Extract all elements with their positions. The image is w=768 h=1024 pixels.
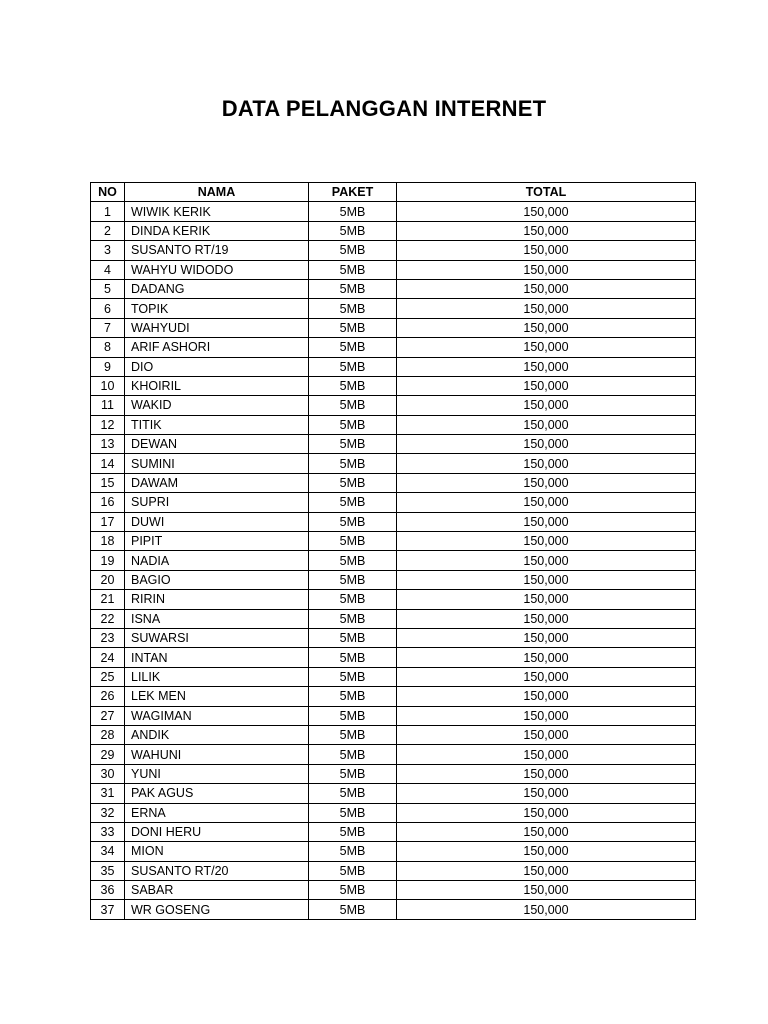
cell-nama: BAGIO [125, 570, 309, 589]
cell-nama: MION [125, 842, 309, 861]
cell-total: 150,000 [397, 473, 696, 492]
table-row [91, 628, 696, 647]
cell-total: 150,000 [397, 822, 696, 841]
customer-table [90, 182, 696, 920]
cell-no: 27 [91, 706, 125, 725]
cell-nama: SUSANTO RT/19 [125, 241, 309, 260]
table-row [91, 900, 696, 919]
cell-nama: ARIF ASHORI [125, 338, 309, 357]
cell-paket: 5MB [309, 881, 397, 900]
cell-no: 28 [91, 725, 125, 744]
cell-paket: 5MB [309, 279, 397, 298]
cell-total: 150,000 [397, 784, 696, 803]
table-row [91, 396, 696, 415]
header-total: TOTAL [397, 183, 696, 202]
table-row [91, 784, 696, 803]
cell-paket: 5MB [309, 202, 397, 221]
cell-no: 30 [91, 764, 125, 783]
table-row [91, 706, 696, 725]
cell-nama: DUWI [125, 512, 309, 531]
cell-total: 150,000 [397, 551, 696, 570]
cell-no: 34 [91, 842, 125, 861]
cell-paket: 5MB [309, 648, 397, 667]
cell-paket: 5MB [309, 376, 397, 395]
table-row [91, 221, 696, 240]
table-row [91, 551, 696, 570]
table-row [91, 415, 696, 434]
cell-paket: 5MB [309, 551, 397, 570]
cell-paket: 5MB [309, 687, 397, 706]
cell-no: 5 [91, 279, 125, 298]
document-title: DATA PELANGGAN INTERNET [221, 96, 547, 121]
cell-paket: 5MB [309, 842, 397, 861]
cell-paket: 5MB [309, 512, 397, 531]
table-row [91, 861, 696, 880]
cell-total: 150,000 [397, 687, 696, 706]
cell-paket: 5MB [309, 318, 397, 337]
cell-total: 150,000 [397, 706, 696, 725]
cell-paket: 5MB [309, 861, 397, 880]
cell-paket: 5MB [309, 667, 397, 686]
cell-total: 150,000 [397, 202, 696, 221]
table-row [91, 745, 696, 764]
cell-total: 150,000 [397, 609, 696, 628]
cell-paket: 5MB [309, 784, 397, 803]
cell-total: 150,000 [397, 900, 696, 919]
table-row [91, 725, 696, 744]
table-row [91, 667, 696, 686]
cell-nama: TITIK [125, 415, 309, 434]
table-row [91, 512, 696, 531]
cell-no: 9 [91, 357, 125, 376]
table-row [91, 338, 696, 357]
table-row [91, 279, 696, 298]
cell-nama: LEK MEN [125, 687, 309, 706]
cell-paket: 5MB [309, 473, 397, 492]
cell-nama: DINDA KERIK [125, 221, 309, 240]
table-row [91, 202, 696, 221]
cell-no: 8 [91, 338, 125, 357]
cell-nama: LILIK [125, 667, 309, 686]
cell-total: 150,000 [397, 493, 696, 512]
cell-nama: PIPIT [125, 532, 309, 551]
table-row [91, 318, 696, 337]
cell-paket: 5MB [309, 415, 397, 434]
table-row [91, 590, 696, 609]
cell-paket: 5MB [309, 725, 397, 744]
table-row [91, 493, 696, 512]
cell-no: 17 [91, 512, 125, 531]
cell-paket: 5MB [309, 764, 397, 783]
cell-total: 150,000 [397, 338, 696, 357]
cell-no: 10 [91, 376, 125, 395]
cell-total: 150,000 [397, 279, 696, 298]
cell-paket: 5MB [309, 357, 397, 376]
cell-total: 150,000 [397, 299, 696, 318]
cell-total: 150,000 [397, 745, 696, 764]
header-nama: NAMA [125, 183, 309, 202]
cell-total: 150,000 [397, 376, 696, 395]
cell-paket: 5MB [309, 435, 397, 454]
table-row [91, 609, 696, 628]
cell-no: 6 [91, 299, 125, 318]
cell-no: 7 [91, 318, 125, 337]
cell-no: 4 [91, 260, 125, 279]
cell-no: 2 [91, 221, 125, 240]
cell-no: 31 [91, 784, 125, 803]
cell-total: 150,000 [397, 803, 696, 822]
cell-nama: DEWAN [125, 435, 309, 454]
cell-no: 11 [91, 396, 125, 415]
cell-paket: 5MB [309, 299, 397, 318]
cell-paket: 5MB [309, 454, 397, 473]
cell-paket: 5MB [309, 241, 397, 260]
cell-nama: ERNA [125, 803, 309, 822]
cell-no: 32 [91, 803, 125, 822]
cell-no: 23 [91, 628, 125, 647]
cell-total: 150,000 [397, 532, 696, 551]
cell-no: 3 [91, 241, 125, 260]
cell-no: 14 [91, 454, 125, 473]
cell-paket: 5MB [309, 745, 397, 764]
cell-nama: DADANG [125, 279, 309, 298]
cell-nama: KHOIRIL [125, 376, 309, 395]
table-header-row [91, 183, 696, 202]
header-paket: PAKET [309, 183, 397, 202]
cell-total: 150,000 [397, 435, 696, 454]
cell-paket: 5MB [309, 628, 397, 647]
cell-nama: WAHYUDI [125, 318, 309, 337]
cell-nama: ANDIK [125, 725, 309, 744]
cell-nama: DONI HERU [125, 822, 309, 841]
cell-no: 21 [91, 590, 125, 609]
cell-nama: INTAN [125, 648, 309, 667]
cell-nama: YUNI [125, 764, 309, 783]
cell-total: 150,000 [397, 221, 696, 240]
cell-nama: WAHUNI [125, 745, 309, 764]
cell-total: 150,000 [397, 318, 696, 337]
table-row [91, 822, 696, 841]
table-row [91, 570, 696, 589]
table-row [91, 357, 696, 376]
header-no: NO [91, 183, 125, 202]
cell-nama: ISNA [125, 609, 309, 628]
cell-no: 19 [91, 551, 125, 570]
table-row [91, 299, 696, 318]
cell-total: 150,000 [397, 357, 696, 376]
cell-no: 33 [91, 822, 125, 841]
cell-nama: TOPIK [125, 299, 309, 318]
cell-paket: 5MB [309, 260, 397, 279]
cell-total: 150,000 [397, 842, 696, 861]
cell-nama: SABAR [125, 881, 309, 900]
table-row [91, 473, 696, 492]
cell-total: 150,000 [397, 396, 696, 415]
cell-total: 150,000 [397, 241, 696, 260]
cell-total: 150,000 [397, 590, 696, 609]
table-row [91, 764, 696, 783]
cell-nama: SUPRI [125, 493, 309, 512]
cell-total: 150,000 [397, 881, 696, 900]
cell-paket: 5MB [309, 609, 397, 628]
table-row [91, 842, 696, 861]
cell-nama: WIWIK KERIK [125, 202, 309, 221]
cell-total: 150,000 [397, 454, 696, 473]
cell-no: 22 [91, 609, 125, 628]
cell-nama: PAK AGUS [125, 784, 309, 803]
cell-paket: 5MB [309, 221, 397, 240]
cell-total: 150,000 [397, 415, 696, 434]
cell-paket: 5MB [309, 570, 397, 589]
cell-total: 150,000 [397, 764, 696, 783]
cell-no: 1 [91, 202, 125, 221]
cell-no: 35 [91, 861, 125, 880]
table-row [91, 260, 696, 279]
cell-total: 150,000 [397, 512, 696, 531]
cell-nama: WAKID [125, 396, 309, 415]
cell-no: 36 [91, 881, 125, 900]
cell-nama: SUSANTO RT/20 [125, 861, 309, 880]
cell-nama: SUMINI [125, 454, 309, 473]
cell-no: 13 [91, 435, 125, 454]
cell-total: 150,000 [397, 628, 696, 647]
cell-paket: 5MB [309, 900, 397, 919]
cell-total: 150,000 [397, 725, 696, 744]
cell-no: 37 [91, 900, 125, 919]
table-row [91, 881, 696, 900]
cell-no: 20 [91, 570, 125, 589]
table-row [91, 376, 696, 395]
cell-no: 18 [91, 532, 125, 551]
cell-total: 150,000 [397, 648, 696, 667]
cell-nama: NADIA [125, 551, 309, 570]
cell-total: 150,000 [397, 861, 696, 880]
cell-nama: SUWARSI [125, 628, 309, 647]
cell-paket: 5MB [309, 396, 397, 415]
table-row [91, 241, 696, 260]
table-row [91, 648, 696, 667]
cell-nama: DAWAM [125, 473, 309, 492]
cell-nama: DIO [125, 357, 309, 376]
cell-paket: 5MB [309, 706, 397, 725]
cell-no: 25 [91, 667, 125, 686]
table-row [91, 435, 696, 454]
table-body [91, 202, 696, 919]
cell-nama: WR GOSENG [125, 900, 309, 919]
table-row [91, 532, 696, 551]
cell-no: 29 [91, 745, 125, 764]
cell-total: 150,000 [397, 260, 696, 279]
cell-nama: WAGIMAN [125, 706, 309, 725]
cell-paket: 5MB [309, 590, 397, 609]
cell-no: 26 [91, 687, 125, 706]
cell-paket: 5MB [309, 493, 397, 512]
cell-paket: 5MB [309, 803, 397, 822]
cell-no: 12 [91, 415, 125, 434]
cell-nama: WAHYU WIDODO [125, 260, 309, 279]
cell-paket: 5MB [309, 338, 397, 357]
cell-total: 150,000 [397, 570, 696, 589]
cell-nama: RIRIN [125, 590, 309, 609]
table-row [91, 803, 696, 822]
cell-paket: 5MB [309, 822, 397, 841]
cell-no: 24 [91, 648, 125, 667]
cell-no: 15 [91, 473, 125, 492]
cell-no: 16 [91, 493, 125, 512]
table-row [91, 687, 696, 706]
table-row [91, 454, 696, 473]
cell-total: 150,000 [397, 667, 696, 686]
cell-paket: 5MB [309, 532, 397, 551]
